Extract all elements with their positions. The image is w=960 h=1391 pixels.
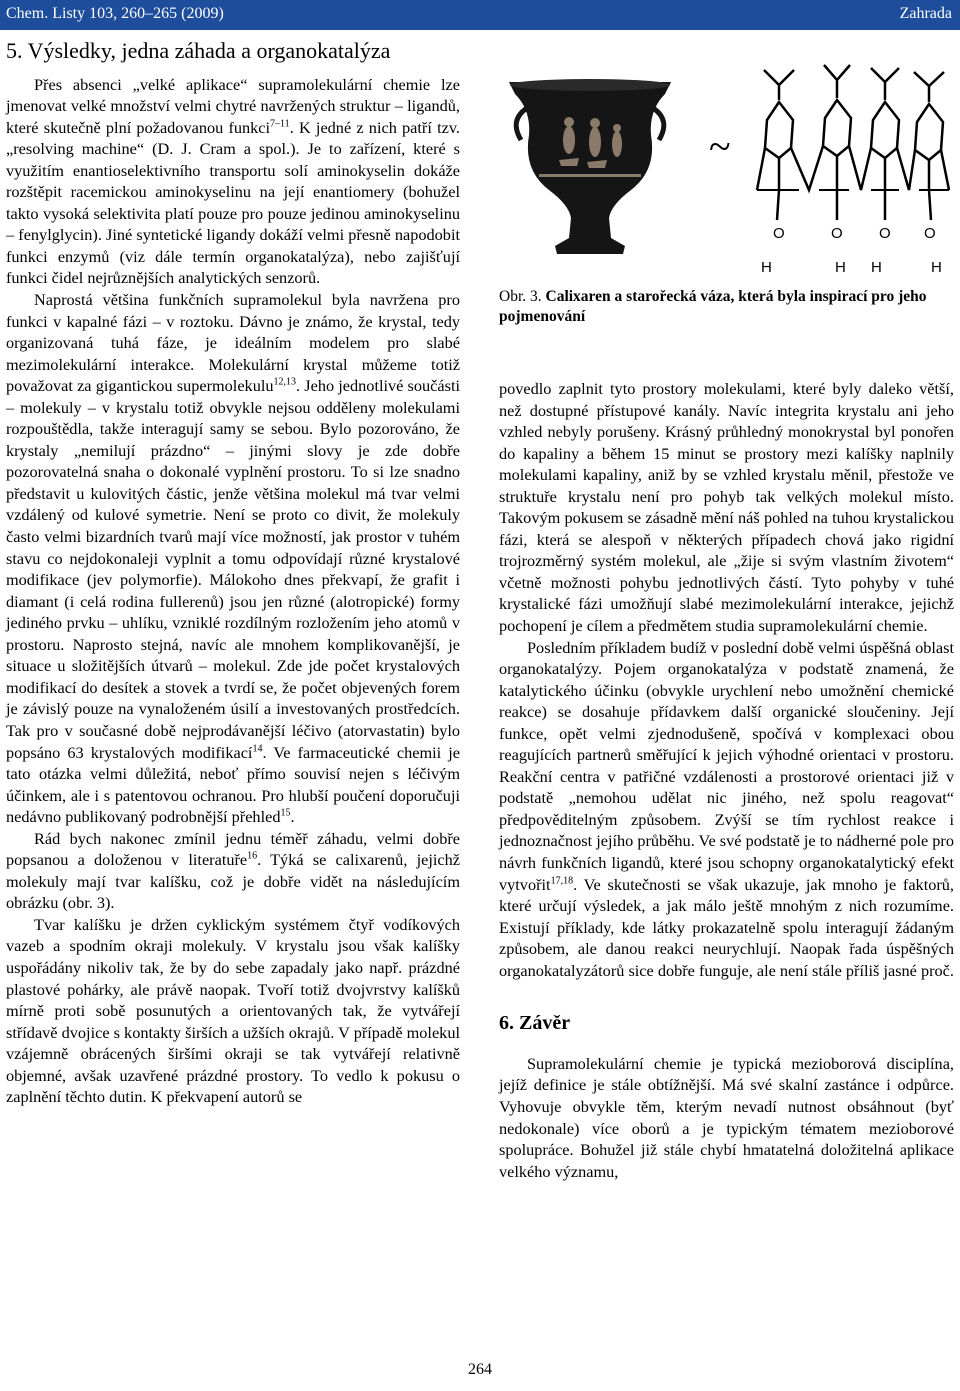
paragraph: povedlo zaplnit tyto prostory molekulami, které byly daleko větší, než dostupné přístupové kanály. Navíc integrita krystalu ani jeho vzhled nebyly porušeny. Krásný průhledný monokrystal byl ponořen do kapaliny a během 15 minut se prostory mezi kalíšky naplnily molekulami kapaliny, aniž by se vzhled krystalu měnil, přestože ve struktuře krystalu není pro pohyb tak velkých molekul místo. Takovým pokusem se zásadně mění náš pohled na tuhou krystalickou fázi, která se alespoň v některých případech chová jako rigidní trojrozměrný systém molekul, ale „žije si svým vlastním životem“ včetně možnosti pohybu jednotlivých částí. Tyto pohyby v tuhé krystalické fázi umožňují slabé mezimolekulární interakce, jejichž pochopení je cílem a předmětem studia supramolekulární chemie. bbox=[499, 379, 954, 636]
paragraph: Supramolekulární chemie je typická mezioborová disciplína, jejíž definice je stále obtížnější. Má své skalní zastánce i odpůrce. Vyhovuje obvykle těm, kterým nevadí nutnost obsáhnout (byť nedokonale) více oborů a je typickým tématem mezioborové spolupráce. Bohužel již stále chybí hmatatelná doložitelná aplikace velkého významu, bbox=[499, 1053, 954, 1181]
svg-text:O: O bbox=[831, 225, 843, 242]
svg-text:O: O bbox=[773, 225, 785, 242]
similarity-tilde: ~ bbox=[709, 124, 731, 169]
svg-text:O: O bbox=[879, 225, 891, 242]
page-number: 264 bbox=[468, 1361, 492, 1378]
paragraph: Rád bych nakonec zmínil jednu téměř záhadu, velmi dobře popsanou a doloženou v literatuře$^{16}$. Týká se calixarenů, jejichž molekuly mají tvar kalíšku, což je dobře vidět na následujícím obrázku (obr. 3). bbox=[6, 828, 460, 913]
paragraph: Posledním příkladem budíž v poslední době velmi úspěšná oblast organokatalýzy. Pojem organokatalýza v podstatě znamená, že katalytického účinku (obvykle urychlení nebo umožnění chemické reakce) se dosahuje přídavkem další organické sloučeniny. Její funkce, opět velmi zjednodušeně, spočívá v komplexaci obou reagujících partnerů směřující k jejich výhodné orientaci v prostoru. Reakční centra v patřičné vzdálenosti a prostorové orientaci již v podstatě „nemohou udělat nic jiného, než spolu reagovat“ předpověditelným způsobem. Zvýší se tím rychlost reakce i jednoznačnost jejího průběhu. Ve své podstatě je to nádherné pole pro návrh funkčních ligandů, které jsou schopny organokatalytický efekt vytvořit$^{17,18}$. Ve skutečnosti se však ukazuje, jak mnoho je faktorů, které určují výsledek, a jak málo ještě mnohým z nich rozumíme. Existují příklady, kde látky prokazatelně spolu interagují žádaným způsobem, ale danou reakci neurychlují. Naopak řada úspěšných organokatalyzátorů sice dobře funguje, ale není stále příliš jasné proč. bbox=[499, 637, 954, 980]
svg-text:H: H bbox=[761, 259, 772, 276]
calixarene-vase-illustration bbox=[499, 40, 954, 280]
paragraph: Tvar kalíšku je držen cyklickým systémem čtyř vodíkových vazeb a spodním okraji molekuly. V krystalu jsou však kalíšky uspořádány nikoliv tak, že by do sebe zapadaly jako např. prázdné plastové pohárky, ale právě naopak. Tvoří totiž dvojvrstvy kalíšků mírně proti sobě posunutých a orientovaných tak, že vytvářejí střídavě dvojice s kontakty širších a užších okrajů. V případě molekul vzájemně obrácených širšími okraji se tak vytvářejí relativně objemné, avšak uzavřené prázdné prostory. To vedlo k pokusu o zaplnění těchto dutin. K překvapení autorů se bbox=[6, 914, 460, 1107]
section-5-heading: 5. Výsledky, jedna záhada a organokatalýza bbox=[6, 38, 391, 63]
caption-label: Obr. 3. bbox=[499, 288, 542, 305]
left-column bbox=[6, 40, 460, 1108]
svg-text:H: H bbox=[931, 259, 942, 276]
hydroxyl-labels bbox=[761, 225, 942, 276]
paragraph: Naprostá většina funkčních supramolekul byla navržena pro funkci v kapalné fázi – v roztoku. Dávno je známo, že krystal, tedy organizovaná tuhá fáze, je ideálním modelem pro slabé mezimolekulární interakce. Molekulární krystal můžeme totiž považovat za gigantickou supermolekulu$^{12,13}$. Jeho jednotlivé součásti – molekuly – v krystalu totiž obvykle nejsou odděleny molekulami rozpouštědla, takže interagují samy se sebou. Bylo pozorováno, že krystaly „nemilují prázdno“ – jinými slovy je zde dobře pozorovatelná snaha o dokonalé vyplnění prostoru. To si lze snadno představit u kulovitých částic, jenže většina molekul má tvar velmi vzdálený od kulové symetrie. Není se proto co divit, že molekuly často velmi bizardních tvarů mají více možností, jak prostor v tuhém stavu co nejdokonaleji vyplnit a tomu odpovídají různé krystalové modifikace (jev polymorfie). Málokoho dnes překvapí, že grafit i diamant (i celá rodina fullerenů) jsou jen různé (alotropické) formy jediného prvku – uhlíku, vzniklé rozdílným rozložením jeho atomů v prostoru. Naprosto stejná, navíc ale mnohem komplikovanější, je situace u složitějších útvarů – molekul. Zde jde počet krystalových modifikací do desítek a stovek a tvrdí se, že počet objevených forem je závislý pouze na vynaloženém úsilí a investovaných prostředcích. Tak pro v současné době nejprodávanější léčivo (atorvastatin) bylo popsáno 63 krystalových modifikací$^{14}$. Ve farmaceutické chemii je tato otázka velmi důležitá, neboť přímo souvisí nejen s léčivým účinkem, ale i s patentovou ochranou. Pro hlubší poučení doporučuji nedávno publikovaný podrobnější přehled$^{15}$. bbox=[6, 290, 461, 827]
journal-header bbox=[0, 0, 960, 30]
caption-text: Calixaren a starořecká váza, která byla inspirací pro jeho pojmenování bbox=[499, 288, 927, 325]
right-column bbox=[499, 378, 954, 1182]
svg-text:H: H bbox=[835, 259, 846, 276]
greek-vase-image bbox=[509, 79, 671, 254]
section-6-heading: 6. Závěr bbox=[499, 1012, 571, 1035]
svg-text:H: H bbox=[871, 259, 882, 276]
figure-caption bbox=[499, 287, 954, 327]
journal-citation: Chem. Listy 103, 260–265 (2009) bbox=[6, 5, 224, 22]
svg-text:O: O bbox=[924, 225, 936, 242]
paragraph: Přes absenci „velké aplikace“ supramolekulární chemie lze jmenovat velké množství velmi chytré navržených struktur – ligandů, které skutečně plní požadovanou funkci$^{7-11}$. K jedné z nich patří tzv. „resolving machine“ (D. J. Cram a spol.). Je to zařízení, které s využitím enantioselektivního transportu solí aminokyselin dokáže rozštěpit racemickou aminokyselinu na její enantiomery (bohužel takto vysoká selektivita platí pouze pro pouze jedinou aminokyselinu – fenylglycin). Jiné syntetické ligandy dokáží velmi přesně napodobit funkci enzymů (viz dále termín organokatalýza), nebo zajišťují funkci čidel nejrůznějších analytických senzorů. bbox=[6, 74, 460, 288]
figure-3 bbox=[499, 40, 954, 280]
article-author: Zahrada bbox=[899, 5, 952, 22]
calixarene-structure bbox=[757, 65, 949, 220]
